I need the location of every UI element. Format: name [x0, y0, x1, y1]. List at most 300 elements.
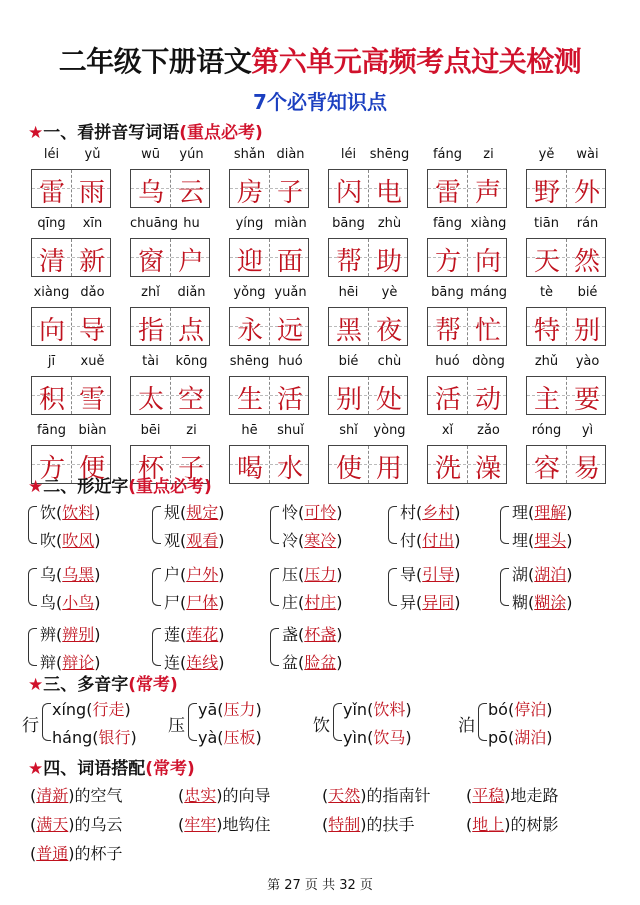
section-note: (重点必考) [179, 123, 263, 143]
star-icon: ★ [28, 759, 44, 779]
tian-grid-box [229, 445, 309, 484]
pinyin-syllable: xuě [80, 354, 105, 369]
example-word: 吹风 [62, 531, 95, 550]
char: 压 [282, 565, 299, 584]
hanzi-char: 野 [533, 178, 560, 208]
pinyin-syllable: zhù [377, 216, 402, 231]
example-word: 脸盆 [304, 653, 337, 672]
char: 糊 [512, 593, 529, 612]
word-cell [31, 214, 113, 283]
pinyin-line [31, 421, 113, 443]
pinyin-syllable: kōng [175, 354, 208, 369]
brace [270, 568, 279, 606]
hanzi-char: 指 [137, 316, 164, 346]
pair-line: 村(乡村) [400, 503, 461, 522]
hanzi-char: 外 [573, 178, 600, 208]
pinyin-line [31, 283, 113, 305]
pair-line: 冷(寒冷) [282, 531, 343, 550]
pinyin-line [427, 283, 509, 305]
hanzi-char: 远 [276, 316, 303, 346]
pinyin-line [31, 214, 113, 236]
word-cell [328, 352, 410, 421]
similar-char-pair [388, 500, 508, 556]
hanzi-char: 乌 [137, 178, 164, 208]
example-word: 压板 [223, 728, 256, 747]
char: 辨 [40, 625, 57, 644]
section-label: 二、形近字 [43, 477, 129, 497]
word-cell [328, 283, 410, 352]
char: 盆 [282, 653, 299, 672]
collocation-text: 的树影 [510, 815, 559, 834]
example-word: 埋头 [534, 531, 567, 550]
pinyin-line [229, 421, 311, 443]
pinyin-line [427, 352, 509, 374]
pinyin-syllable: shǎn [233, 147, 266, 162]
pinyin-syllable: yào [575, 354, 600, 369]
hanzi-char: 要 [573, 385, 600, 415]
pinyin-syllable: máng [469, 285, 508, 300]
brace [152, 568, 161, 606]
example-word: 村庄 [304, 593, 337, 612]
word-cell [328, 214, 410, 283]
char: 埋 [512, 531, 529, 550]
hanzi-char: 迎 [236, 247, 263, 277]
pinyin-line [526, 214, 608, 236]
hanzi-char: 动 [474, 385, 501, 415]
hanzi-char: 方 [38, 454, 65, 484]
polyphonic-entry [458, 697, 603, 749]
pair-line: 怜(可怜) [282, 503, 343, 522]
brace [270, 628, 279, 666]
collocation-word: 满天 [36, 815, 69, 834]
tian-grid-box [229, 169, 309, 208]
word-cell [427, 421, 509, 490]
similar-char-pair [500, 562, 620, 618]
hanzi-char: 清 [38, 247, 65, 277]
word-cell [229, 283, 311, 352]
hanzi-char: 然 [573, 247, 600, 277]
hanzi-char: 向 [474, 247, 501, 277]
word-cell [229, 214, 311, 283]
polyphonic-char: 泊 [458, 716, 475, 736]
word-cell [130, 352, 212, 421]
example-word: 辨别 [62, 625, 95, 644]
brace [478, 703, 487, 741]
pinyin-syllable: chù [377, 354, 402, 369]
hanzi-char: 雷 [434, 178, 461, 208]
hanzi-char: 黑 [335, 316, 362, 346]
pinyin-line [328, 421, 410, 443]
pinyin-syllable: hēi [338, 285, 359, 300]
pinyin-syllable: shēng [229, 354, 270, 369]
pinyin-syllable: yè [381, 285, 398, 300]
pinyin-line [328, 214, 410, 236]
example-word: 停泊 [514, 700, 547, 719]
reading-line: xíng(行走) [52, 700, 131, 719]
hanzi-char: 忙 [474, 316, 501, 346]
hanzi-char: 活 [434, 385, 461, 415]
char: 户 [164, 565, 181, 584]
tian-grid-box [130, 169, 210, 208]
pinyin-syllable: wài [576, 147, 599, 162]
example-word: 饮料 [373, 700, 406, 719]
word-cell [130, 214, 212, 283]
hanzi-char: 活 [276, 385, 303, 415]
word-cell [328, 145, 410, 214]
pinyin-line [328, 283, 410, 305]
hanzi-char: 积 [38, 385, 65, 415]
hanzi-char: 处 [375, 385, 402, 415]
pair-line: 乌(乌黑) [40, 565, 101, 584]
pinyin-syllable: zhǐ [141, 285, 160, 300]
example-word: 观看 [186, 531, 219, 550]
word-cell [427, 214, 509, 283]
similar-char-pair [152, 500, 272, 556]
collocation: (平稳)地走路 [466, 786, 559, 805]
similar-char-pair [28, 500, 148, 556]
pinyin-line [31, 352, 113, 374]
title-grade: 二年级下册语文 [58, 45, 252, 78]
example-word: 压力 [304, 565, 337, 584]
pinyin-reading: yìn [343, 728, 368, 747]
example-word: 寒冷 [304, 531, 337, 550]
pinyin-syllable: xǐ [441, 423, 454, 438]
pinyin-syllable: shēng [369, 147, 410, 162]
example-word: 压力 [223, 700, 256, 719]
pair-line: 连(连线) [164, 653, 225, 672]
polyphonic-entry [22, 697, 167, 749]
example-word: 付出 [422, 531, 455, 550]
tian-grid-box [427, 238, 507, 277]
pinyin-syllable: zi [186, 423, 197, 438]
tian-grid-box [31, 238, 111, 277]
pinyin-syllable: léi [340, 147, 357, 162]
example-word: 乌黑 [62, 565, 95, 584]
polyphonic-entry [313, 697, 458, 749]
pinyin-reading: pō [488, 728, 508, 747]
section-note: (常考) [128, 675, 178, 695]
pinyin-line [31, 145, 113, 167]
hanzi-char: 助 [375, 247, 402, 277]
pinyin-syllable: léi [43, 147, 60, 162]
word-cell [526, 214, 608, 283]
hanzi-char: 方 [434, 247, 461, 277]
char: 观 [164, 531, 181, 550]
pair-line: 异(异同) [400, 593, 461, 612]
brace [188, 703, 197, 741]
pinyin-line [130, 352, 212, 374]
pinyin-line [229, 214, 311, 236]
word-cell [229, 421, 311, 490]
pinyin-word-grid [31, 145, 611, 490]
brace [270, 506, 279, 544]
polyphonic-entry [168, 697, 313, 749]
pinyin-syllable: yún [179, 147, 204, 162]
brace [28, 628, 37, 666]
hanzi-char: 点 [177, 316, 204, 346]
pinyin-line [526, 283, 608, 305]
pinyin-line [130, 145, 212, 167]
pinyin-line [328, 145, 410, 167]
section-2-heading [28, 472, 212, 497]
example-word: 规定 [186, 503, 219, 522]
star-icon: ★ [28, 675, 44, 695]
char: 莲 [164, 625, 181, 644]
pinyin-syllable: xiàng [470, 216, 507, 231]
pinyin-syllable: tè [539, 285, 554, 300]
word-cell [328, 421, 410, 490]
reading-line: yà(压板) [198, 728, 262, 747]
example-word: 户外 [186, 565, 219, 584]
similar-char-pair [500, 500, 620, 556]
hanzi-char: 面 [276, 247, 303, 277]
word-cell [31, 352, 113, 421]
pair-line: 导(引导) [400, 565, 461, 584]
char: 辩 [40, 653, 57, 672]
pair-line: 尸(尸体) [164, 593, 225, 612]
reading-line: yā(压力) [198, 700, 262, 719]
hanzi-char: 子 [276, 178, 303, 208]
hanzi-char: 别 [573, 316, 600, 346]
tian-grid-box [526, 238, 606, 277]
collocation-word: 天然 [328, 786, 361, 805]
word-cell [427, 145, 509, 214]
collocation: (普通)的杯子 [30, 844, 123, 863]
hanzi-char: 空 [177, 385, 204, 415]
pinyin-syllable: fāng [36, 423, 67, 438]
tian-grid-box [130, 307, 210, 346]
example-word: 杯盏 [304, 625, 337, 644]
pinyin-line [526, 352, 608, 374]
collocation: (天然)的指南针 [322, 786, 431, 805]
subtitle: 7个必背知识点 [253, 90, 387, 114]
pinyin-reading: yā [198, 700, 218, 719]
tian-grid-box [427, 169, 507, 208]
pinyin-syllable: fāng [432, 216, 463, 231]
tian-grid-box [229, 376, 309, 415]
hanzi-char: 易 [573, 454, 600, 484]
tian-grid-box [130, 376, 210, 415]
hanzi-char: 帮 [434, 316, 461, 346]
section-label: 四、词语搭配 [43, 759, 146, 779]
collocation-text: 的扶手 [366, 815, 415, 834]
similar-char-pair [270, 622, 390, 678]
polyphonic-char: 饮 [313, 716, 330, 736]
collocation-word: 忠实 [184, 786, 217, 805]
collocation-text: 的指南针 [366, 786, 431, 805]
pair-line: 湖(湖泊) [512, 565, 573, 584]
word-row [31, 352, 611, 421]
tian-grid-box [31, 169, 111, 208]
pair-line: 规(规定) [164, 503, 225, 522]
pair-line: 吹(吹风) [40, 531, 101, 550]
tian-grid-box [229, 307, 309, 346]
word-cell [427, 283, 509, 352]
example-word: 小鸟 [62, 593, 95, 612]
pair-line: 饮(饮料) [40, 503, 101, 522]
example-word: 银行 [98, 728, 131, 747]
pinyin-reading: xíng [52, 700, 87, 719]
polyphonic-char: 行 [22, 716, 39, 736]
pinyin-syllable: tiān [534, 216, 559, 231]
pinyin-syllable: diàn [276, 147, 305, 162]
hanzi-char: 雪 [78, 385, 105, 415]
word-cell [526, 352, 608, 421]
collocation-word: 牢牢 [184, 815, 217, 834]
pinyin-syllable: hē [241, 423, 258, 438]
hanzi-char: 生 [236, 385, 263, 415]
word-cell [229, 145, 311, 214]
star-icon: ★ [28, 123, 44, 143]
hanzi-char: 容 [533, 454, 560, 484]
example-word: 乡村 [422, 503, 455, 522]
hanzi-char: 房 [236, 178, 263, 208]
word-row [31, 145, 611, 214]
char: 规 [164, 503, 181, 522]
section-4-heading [28, 754, 195, 779]
pinyin-syllable: bēi [140, 423, 161, 438]
pinyin-syllable: yòng [373, 423, 406, 438]
pair-line: 糊(糊涂) [512, 593, 573, 612]
char: 冷 [282, 531, 299, 550]
word-cell [130, 283, 212, 352]
hanzi-char: 别 [335, 385, 362, 415]
tian-grid-box [130, 238, 210, 277]
tian-grid-box [328, 307, 408, 346]
page-number: 第 27 页 共 32 页 [267, 878, 373, 893]
hanzi-char: 雨 [78, 178, 105, 208]
pinyin-line [229, 283, 311, 305]
example-word: 辩论 [62, 653, 95, 672]
tian-grid-box [229, 238, 309, 277]
pinyin-line [328, 352, 410, 374]
section-note: (重点必考) [128, 477, 212, 497]
pinyin-syllable: yíng [235, 216, 264, 231]
pinyin-syllable: zhǔ [534, 354, 559, 369]
similar-char-pair [388, 562, 508, 618]
reading-line: yǐn(饮料) [343, 700, 412, 719]
pinyin-syllable: yì [581, 423, 594, 438]
collocation-word: 特制 [328, 815, 361, 834]
pinyin-syllable: wū [141, 147, 160, 162]
pinyin-syllable: yě [538, 147, 555, 162]
collocation-word: 地上 [472, 815, 505, 834]
example-word: 连线 [186, 653, 219, 672]
hanzi-char: 新 [78, 247, 105, 277]
reading-line: pō(湖泊) [488, 728, 553, 747]
example-word: 饮料 [62, 503, 95, 522]
pinyin-syllable: fáng [432, 147, 463, 162]
word-cell [526, 421, 608, 490]
hanzi-char: 电 [375, 178, 402, 208]
section-label: 一、看拼音写词语 [43, 123, 180, 143]
pinyin-syllable: huó [278, 354, 303, 369]
example-word: 尸体 [186, 593, 219, 612]
pair-line: 辨(辨别) [40, 625, 101, 644]
similar-char-pair [270, 562, 390, 618]
brace [152, 628, 161, 666]
brace [28, 506, 37, 544]
pinyin-syllable: bāng [431, 285, 464, 300]
brace [500, 568, 509, 606]
pinyin-syllable: chuāng [130, 216, 179, 231]
char: 吹 [40, 531, 57, 550]
reading-line: háng(银行) [52, 728, 137, 747]
tian-grid-box [427, 376, 507, 415]
pinyin-syllable: zǎo [477, 423, 500, 438]
pinyin-syllable: yǔ [84, 147, 101, 162]
example-word: 湖泊 [534, 565, 567, 584]
section-note: (常考) [145, 759, 195, 779]
pair-line: 户(户外) [164, 565, 225, 584]
pair-line: 理(理解) [512, 503, 573, 522]
pair-line: 观(观看) [164, 531, 225, 550]
star-icon: ★ [28, 477, 44, 497]
pinyin-line [427, 214, 509, 236]
hanzi-char: 窗 [137, 247, 164, 277]
pinyin-syllable: bié [577, 285, 598, 300]
pinyin-syllable: biàn [78, 423, 107, 438]
char: 异 [400, 593, 417, 612]
pinyin-line [229, 352, 311, 374]
pair-line: 埋(埋头) [512, 531, 573, 550]
tian-grid-box [526, 376, 606, 415]
pinyin-syllable: jī [47, 354, 56, 369]
pinyin-syllable: huó [435, 354, 460, 369]
pair-line: 压(压力) [282, 565, 343, 584]
example-word: 湖泊 [514, 728, 547, 747]
hanzi-char: 夜 [375, 316, 402, 346]
pinyin-line [427, 421, 509, 443]
hanzi-char: 向 [38, 316, 65, 346]
hanzi-char: 使 [335, 454, 362, 484]
collocation-text: 的杯子 [74, 844, 123, 863]
collocation-text: 的乌云 [74, 815, 123, 834]
polyphonic-char: 压 [168, 716, 185, 736]
hanzi-char: 导 [78, 316, 105, 346]
hanzi-char: 澡 [474, 454, 501, 484]
word-cell [229, 352, 311, 421]
example-word: 异同 [422, 593, 455, 612]
tian-grid-box [31, 307, 111, 346]
char: 付 [400, 531, 417, 550]
char: 尸 [164, 593, 181, 612]
example-word: 饮马 [373, 728, 406, 747]
collocation: (忠实)的向导 [178, 786, 271, 805]
brace [28, 568, 37, 606]
pinyin-syllable: dòng [472, 354, 505, 369]
tian-grid-box [328, 169, 408, 208]
pinyin-line [130, 421, 212, 443]
collocation-text: 地钩住 [222, 815, 271, 834]
tian-grid-box [328, 238, 408, 277]
section-3-heading [28, 670, 178, 695]
page-title [0, 40, 640, 80]
hanzi-char: 声 [474, 178, 501, 208]
example-word: 理解 [534, 503, 567, 522]
title-unit: 第六单元高频考点过关检测 [251, 45, 582, 78]
brace [333, 703, 342, 741]
tian-grid-box [328, 376, 408, 415]
hanzi-char: 太 [137, 385, 164, 415]
pinyin-reading: háng [52, 728, 93, 747]
pinyin-syllable: shuǐ [277, 423, 304, 438]
char: 怜 [282, 503, 299, 522]
example-word: 行走 [92, 700, 125, 719]
pair-line: 庄(村庄) [282, 593, 343, 612]
char: 庄 [282, 593, 299, 612]
pinyin-syllable: bié [338, 354, 359, 369]
